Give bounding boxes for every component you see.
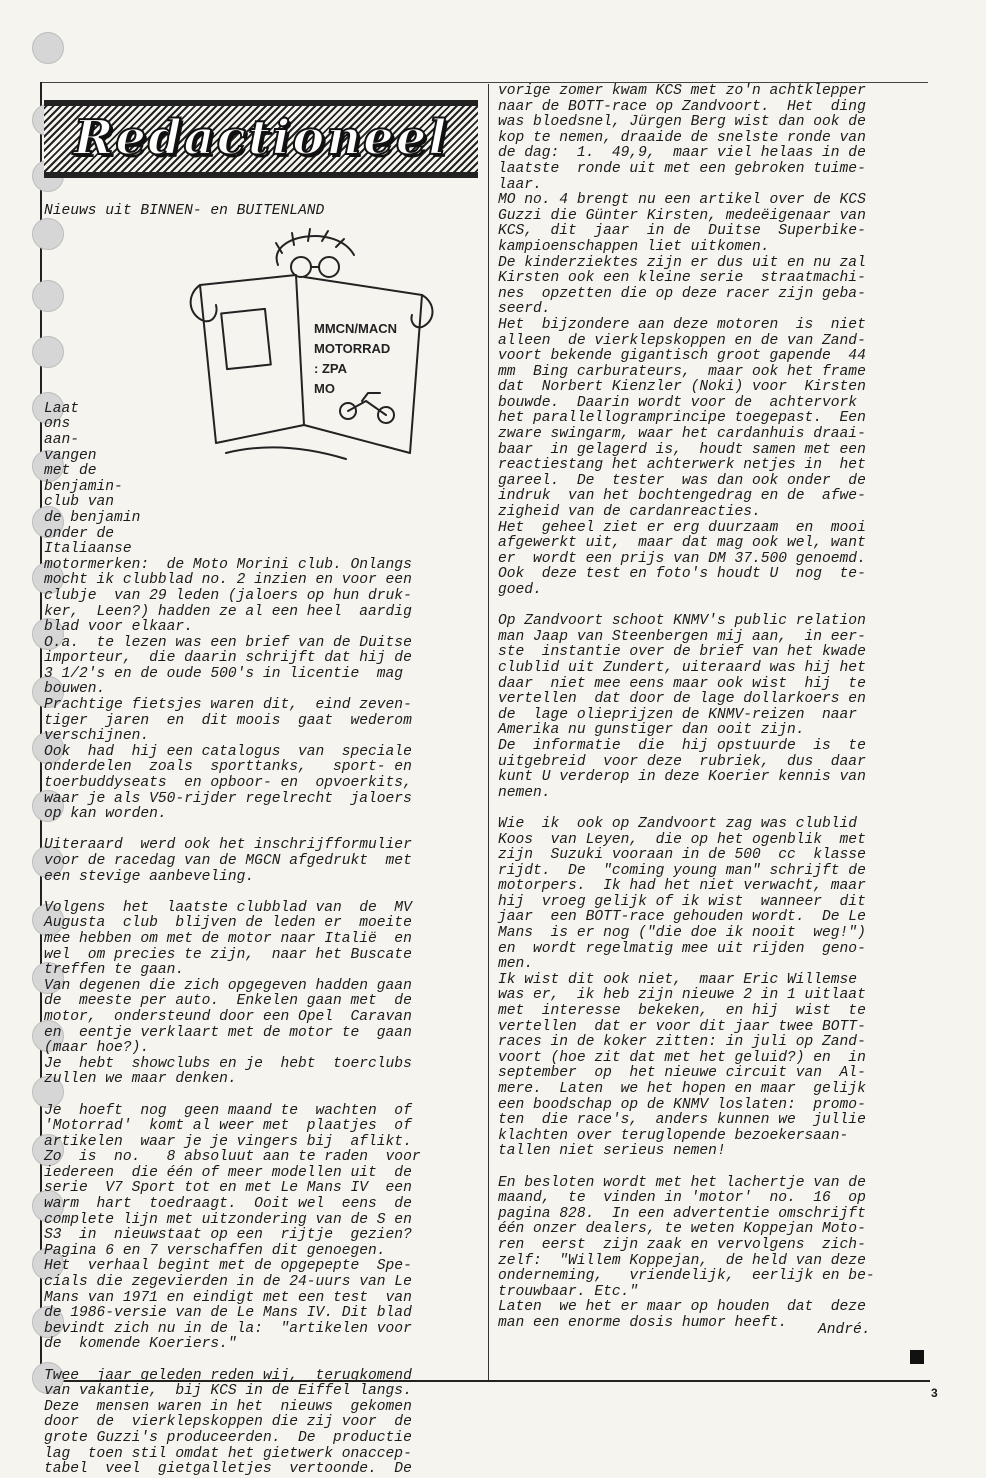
subheading: Nieuws uit BINNEN- en BUITENLAND — [44, 203, 325, 219]
column-divider — [488, 84, 489, 1380]
end-of-article-square — [910, 1350, 924, 1364]
banner-rule-bottom — [44, 172, 478, 178]
cartoon-line: MOTORRAD — [314, 341, 391, 356]
binder-hole — [32, 280, 64, 312]
cartoon-line: MMCN/MACN — [314, 321, 398, 336]
binder-hole — [32, 218, 64, 250]
page-number: 3 — [931, 1386, 938, 1400]
right-column-text: vorige zomer kwam KCS met zo'n achtklepper naar de BOTT-race op Zandvoort. Het ding was bloedsnel, Jürgen Berg wist dan ook de kop te nemen, draaide de snelste ronde van de dag: 1. 49,9, maar viel helaas in de laatste ronde uit met een gebroken tuime- laar. MO no. 4 brengt nu een artikel over de KCS Guzzi die Günter Kirsten, medeëigenaar van KCS, dit jaar in de Duitse Superbike- kampioenschappen liet uitkomen. De kinderziektes zijn er dus uit en nu zal Kirsten ook een kleine serie straatmachi- nes opzetten die op deze racer zijn geba- seerd. Het bijzondere aan deze motoren is niet alleen de vierklepskoppen en de van Zand- voort bekende gigantisch groot gapende 44 mm Bing carburateurs, maar ook het frame dat Norbert Kienzler (Noki) voor Kirsten bouwde. Daarin wordt voor de achtervork het parallellogramprincipe toegepast. Een zware swingarm, waar het cardanhuis draai- baar in gelagerd is, houdt samen met een reactiestang het achterwerk netjes in het gareel. De tester was dan ook onder de indruk van het bochtengedrag en de afwe- zigheid van de cardanreacties. Het geheel ziet er erg duurzaam en mooi afgewerkt uit, maar dat mag ook wel, want er wordt een prijs van DM 37.500 genoemd. Ook deze test en foto's houdt U nog te- goed. Op Zandvoort schoot KNMV's public relation man Jaap van Steenbergen mij aan, in eer- ste instantie over de brief van het kwade clublid uit Zundert, uiteraard was hij het daar niet mee eens maar ook wist hij te vertellen dat door de lage dollarkoers en de lage olieprijzen de KNMV-reizen naar Amerika nu gunstiger dan ooit zijn. De informatie die hij opstuurde is te uitgebreid voor deze rubriek, dus daar kunt U verderop in deze Koerier kennis van nemen. Wie ik ook op Zandvoort zag was clublid Koos van Leyen, die op het ogenblik met zijn Suzuki vooraan in de 500 cc klasse rijdt. De "coming young man" schrijft de motorpers. Ik had het niet verwacht, maar hij vroeg gelijk of ik wist wanneer dit jaar een BOTT-race gehouden wordt. De Le Mans is er nog ("die doe ik nooit weg!") en wordt regelmatig mee uit rijden geno- men. Ik wist dit ook niet, maar Eric Willemse was er, ik heb zijn nieuwe 2 in 1 uitlaat met interesse bekeken, en hij wist te vertellen dat er voor dit jaar twee BOTT- races in de koker zitten: in juli op Zand- voort (hoe zit dat met het geluid?) en in september op het nieuwe circuit van Al- mere. Laten we het hopen en maar gelijk een boodschap op de KNMV loslaten: promo- ten die race's, anders kunnen we jullie klachten over teruglopende bezoekersaan- tallen niet serieus nemen! En besloten wordt met het lachertje van de maand, te vinden in 'motor' no. 16 op pagina 828. In een advertentie omschrijft één onzer dealers, te weten Koppejan Moto- ren eerst zijn zaak en vervolgens zich- zelf: "Willem Koppejan, de held van deze onderneming, vriendelijk, eerlijk en be- trouwbaar. Etc." Laten we het er maar op houden dat deze man een enorme dosis humor heeft. — [498, 83, 875, 1331]
banner-rule-top — [44, 100, 478, 106]
left-column-text: Laat ons aan- vangen met de benjamin- club van de benjamin onder de Italiaanse motormerken: de Moto Morini club. Onlangs mocht ik clubblad no. 2 inzien en voor een clubje van 29 leden (jaloers op hun druk- ker, Leen?) hadden ze al een heel aardig blad voor elkaar. O.a. te lezen was een brief van de Duitse importeur, die daarin schrijft dat hij de 3 1/2's en de oude 500's in licentie mag bouwen. Prachtige fietsjes waren dit, eind zeven- tiger jaren en dit moois gaat wederom verschijnen. Ook had hij een catalogus van speciale onderdelen zoals sporttanks, sport- en toerbuddyseats en opboor- en opvoerkits, waar je als V50-rijder regelrecht jaloers op kan worden. Uiteraard werd ook het inschrijfformulier voor de racedag van de MGCN afgedrukt met een stevige aanbeveling. Volgens het laatste clubblad van de MV Augusta club blijven de leden er moeite mee hebben om met de motor naar Italië en wel om precies te zijn, naar het Buscate treffen te gaan. Van degenen die zich opgegeven hadden gaan de meeste per auto. Enkelen gaan met de motor, ondersteund door een Opel Caravan en eentje verklaart met de motor te gaan (maar hoe?). Je hebt showclubs en je hebt toerclubs zullen we maar denken. Je hoeft nog geen maand te wachten of 'Motorrad' komt al weer met plaatjes of artikelen waar je je vingers bij aflikt. Zo is no. 8 absoluut aan te raden voor iedereen die één of meer modellen uit de serie V7 Sport tot en met Le Mans IV een warm hart toedraagt. Ooit wel eens de complete lijn met uitzondering van de S en S3 in nieuwstaat op een rijtje gezien? Pagina 6 en 7 verschaffen dit genoegen. Het verhaal begint met de opgepepte Spe- cials die zegevierden in de 24-uurs van Le Mans van 1971 en eindigt met een test van de 1986-versie van de Le Mans IV. Dit blad bevindt zich nu in de la: "artikelen voor de komende Koeriers." Twee jaar geleden reden wij, terugkomend van vakantie, bij KCS in de Eiffel langs. Deze mensen waren in het nieuws gekomen door de vierklepskoppen die zij voor de grote Guzzi's produceerden. De productie lag toen stil omdat het gietwerk onaccep- tabel veel gietgalletjes vertoonde. De — [44, 400, 421, 1478]
binder-hole — [32, 32, 64, 64]
cartoon-line: MO — [314, 381, 335, 396]
title-banner — [44, 100, 478, 178]
author-signature: André. — [818, 1322, 871, 1338]
page-title: Redactioneel — [73, 110, 449, 166]
cartoon-line: : ZPA — [314, 361, 347, 376]
